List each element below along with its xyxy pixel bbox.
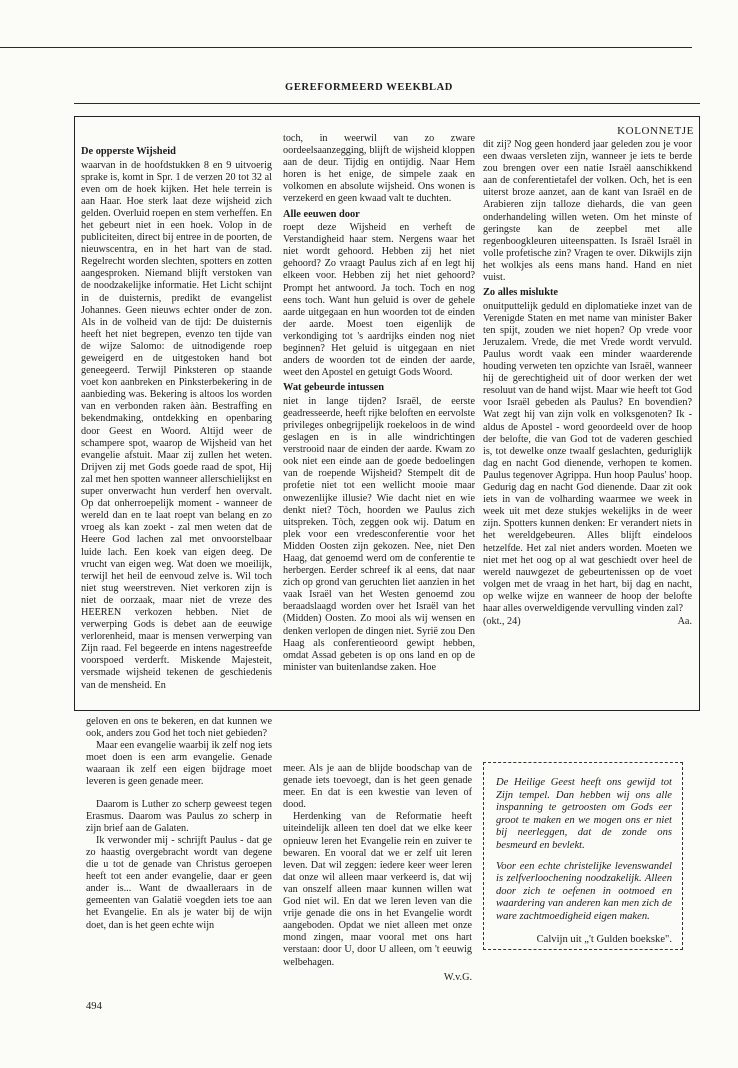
- lower-left-p3: Daarom is Luther zo scherp geweest tegen Erasmus. Daarom was Paulus zo scherp in zijn brief aan de Galaten.: [86, 798, 272, 834]
- lower-middle-p1: meer. Als je aan de blijde boodschap van de genade iets toevoegt, dan is het geen genade meer. En dat is een kwestie van leven of dood.: [283, 763, 472, 811]
- header-rule: [74, 103, 700, 104]
- page-number: 494: [86, 1001, 102, 1012]
- lower-left-p1: geloven en ons te bekeren, en dat kunnen we ook, anders zou God het toch niet gebieden?: [86, 716, 272, 740]
- heading-zo-alles-mislukte: Zo alles mislukte: [483, 287, 559, 299]
- signature-wvg: W.v.G.: [443, 971, 472, 983]
- quote-p2: Voor een echte christelijke levenswandel is zelfverloochening noodzakelijk. Alleen door zich te oefenen in ootmoed en waardering van anderen kan men zich de ware zachtmoedigheid eigen maken.: [496, 860, 672, 922]
- column3-text: onuitputtelijk geduld en diplomatieke inzet van de Verenigde Staten en met name van minister Baker ten spijt, zouden we niet hopen? Op vrede voor Jeruzalem. Vrede, die met Vrede wordt vervuld. Paulus wordt vaak een minder waarderende houding verweten ten opzichte van Israël, wanneer hij de gerechtigheid uit of door werken der wet resoluut van de hand wijst. Maar wie heeft tot God voor Israël gebeden als Paulus? En bovendien? Wat zegt hij van zijn volk en volksgenoten? Ik - aldus de Apostel - word geoordeeld over de hoop der belofte, die van God tot de vaderen geschied is, tot dewelke onze twaalf geslachten, geduriglijk dag en nacht God dienende, verhopen te komen. Paulus tegenover Agrippa. Hun hoop Paulus' hoop. Gedurig dag en nacht God dienende. Daar zit ook iets in van de volharding waarmee we week in week uit met deze stukjes wekelijks in de weer zijn. Spotters kunnen denken: Er verandert niets in het wereldgebeuren. Alles blijft eindeloos hetzelfde. Het zal niet anders worden. Moeten we niet met het oog op al wat geschiedt over heel de wereld nauwgezet de gebeurtenissen op de voet volgen met de vraag in het hart, bij dag en nacht, op welke wijze en wanneer de hoop der belofte haar alles overweldigende vervulling vinden zal?: [483, 300, 692, 614]
- column2-text1: roept deze Wijsheid en verheft de Verstandigheid haar stem. Nergens waar het niet wordt gehoord. Hebben zij het niet gehoord? Zo vraagt Paulus zich af en legt hij elkeen voor. Hebben zij het niet gehoord? Prompt het antwoord. Ja toch. Toch en nog eens toch. Want hun geluid is over de gehele aarde uitgegaan en hun woorden tot de einden der aarde. Moest toen eigenlijk de verkondiging tot 's aardrijks einden nog niet beginnen? Het geluid is uitgegaan en niet anders de woorden tot de einden der aarde, weet den Apostel en getuigt Gods Woord.: [283, 222, 475, 379]
- top-rule: [0, 47, 692, 48]
- article-column-2: [283, 133, 475, 674]
- page-header-title: GEREFORMEERD WEEKBLAD: [285, 82, 453, 93]
- lower-left-p4: Ik verwonder mij - schrijft Paulus - dat ge zo haastig overgebracht wordt van degene die u tot de genade van Christus geroepen heeft tot een ander evangelie, daar er geen ander is... Want de dwaalleraars in de gemeenten van Galatië voegden iets toe aan het Evangelie. En als je water bij de wijn doet, dan is het geen echte wijn: [86, 834, 272, 931]
- date-reference: (okt., 24): [483, 616, 521, 628]
- heading-opperste-wijsheid: De opperste Wijsheid: [81, 146, 176, 157]
- column2-intro: toch, in weerwil van zo zware oordeelsaanzegging, blijft de wijsheid kloppen aan de deur. Tijdig en ontijdig. Naar Hem horen is het enige, de simpele zaak en volkomen en absolute wijsheid. Ons wonen is verzekerd en geen kwaad valt te duchten.: [283, 133, 475, 205]
- column3-signoff: [483, 616, 692, 628]
- column1-text: waarvan in de hoofdstukken 8 en 9 uitvoerig sprake is, komt in Spr. 1 de verzen 20 tot 32 al even om de hoek kijken. Het hele terrein is aan Haar. Hoe sterk laat deze wijsheid zich gelden. Overluid roepen en stem verheffen. En het gebeurt niet in een hoek. Volop in de publiciteiten, direct bij entree in de poorten, de nieuwscentra, en in het hart van de stad. Regelrecht worden slechten, spotters en zotten aangesproken. Niemand blijft verstoken van de noodzakelijke informatie. Het Licht schijnt in de duisternis, predikt de evangelist Johannes. Geen nieuws echter onder de zon. Als in de volheid van de tijd: De duisternis heeft het niet begrepen, evenzo ten tijde van de wijze Salomo: de uitnodigende roep geweigerd en de uitgestoken hand bot geneegeerd. Terwijl Pinksteren op staande voet kon aanbreken en Pinksterbekering in de aanbieding was. Bekering is altoos los worden van en verbonden raken ààn. Bestraffing en bekendmaking, ontdekking en openbaring door Geest en Woord. Altijd weer de schampere spot, waarop de Wijsheid van het evangelie afstuit. Maar zij zullen het weten. Drijven zij met Gods goede raad de spot, Hij zal met hen spotten wanneer allerschielijkst en super onverwacht hun verderf hen overvalt. Op dat onherroepelijk moment - wanneer de wereld dan en te laat roept van belang en zo vroeg als kan zoekt - zal men weten dat de Heere God lachen zal met onvoorstelbaar luide lach. Een koek van eigen deeg. De vrucht van eigen weg. Wat doen we moeilijk, terwijl het heil de eenvoud zelve is. Wil toch niet stug weerstreven. Niet verkoren zijn is niet de oorzaak, maar niet de vreze des HEEREN verkozen hebben. Niet de verwerping Gods is debet aan de eeuwige verlorenheid, maar is mensen verwerping van Zijn raad. Fel begeerde en intens nagestreefde voorspoed verderft. Miskende Majesteit, versmade wijsheid tekenen de geschiedenis van de mensheid. En: [81, 159, 272, 691]
- quote-p1: De Heilige Geest heeft ons gewijd tot Zijn tempel. Dan hebben wij ons alle inspanning te getroosten om Gods eer groot te maken en we mogen ons er niet bij neerleggen, dat de zonde ons besmeurd en bevlekt.: [496, 777, 672, 851]
- column2-text2: niet in lange tijden? Israël, de eerste geadresseerde, heeft rijke beloften en eervolste privileges onbegrijpelijk roekeloos in de wind geslagen en is in alle windrichtingen verstrooid naar de einden der aarde. Kwam zo ook niet een einde aan de goede bedoelingen van de roepende Wijsheid? Stempelt dit de profetie niet tot een wellicht mooie maar onwezenlijke illusie? Wie dacht niet en wie denkt niet? Tòch, hoorden we Paulus zich uitspreken. Tòch, zeggen ook wij. Datum en plek voor een vredesconferentie voor het Midden Oosten zijn gekozen. Nee, niet Den Haag, dat genoemd werd om de conferentie te herbergen. Eerder schreef ik al eens, dat naar zich op grond van geruchten liet aanzien in het vaak Israël van het Westen genoemd zou beraadslaagd worden over het Israël van het (Midden) Oosten. Zo mooi als wij wensen en denken verlopen de dingen niet. Syrië zou Den Haag als conferentieoord gewipt hebben, omdat Assad gebeten is op ons land en op de minister van buitenlandse zaken. Hoe: [283, 395, 475, 673]
- column3-intro: dit zij? Nog geen honderd jaar geleden zou je voor een dwaas versleten zijn, wanneer je iets te berde zou brengen over een natie Israël aanschikkend aan de conferentietafel der volken. Och, het is een uiterst broze aanzet, aan de kant van Israël en de Arabieren zijn talloze diehards, die van geen onderhandeling willen weten. Om het minste of geringste kan de zeepbel met alle regenboogkleuren uiteenspatten. Is Israël Israël in volle profetische zin? Vragen te over. Dikwijls zijn het wolkjes als eens mans hand. Hand en niet vuist.: [483, 139, 692, 284]
- calvin-quote-box: [483, 762, 683, 950]
- heading-alle-eeuwen-door: Alle eeuwen door: [283, 208, 360, 220]
- lower-middle-p2: Herdenking van de Reformatie heeft uiteindelijk alleen ten doel dat we elke keer opnieuw leren het Evangelie rein en zuiver te bewaren. En vooral dat we er zelf uit leren leven. Dat wil zeggen: iedere keer weer leren dat onze wil alleen maar verkeerd is, dat wij van onszelf alleen maar kunnen willen wat God niet wil. En dat we leren leven van die vrije genade die ons in het Evangelie wordt aangeboden. Opdat we niet alleen met onze mond zingen, maar vooral met ons hart verstaan: door U, door U alleen, om 't eeuwig welbehagen.: [283, 811, 472, 968]
- lower-column-left: [86, 716, 272, 932]
- article-column-1: [81, 143, 272, 692]
- quote-attribution: Calvijn uit „'t Gulden boekske".: [536, 933, 672, 945]
- article-column-3: [483, 139, 692, 628]
- section-label-kolonnetje: KOLONNETJE: [617, 125, 694, 137]
- lower-column-middle: [283, 763, 472, 984]
- author-initials: Aa.: [677, 616, 692, 628]
- heading-wat-gebeurde-intussen: Wat gebeurde intussen: [283, 382, 385, 394]
- lower-left-p2: Maar een evangelie waarbij ik zelf nog iets moet doen is een arm evangelie. Genade waaraan ik zelf een eigen bijdrage moet leveren is geen genade meer.: [86, 740, 272, 788]
